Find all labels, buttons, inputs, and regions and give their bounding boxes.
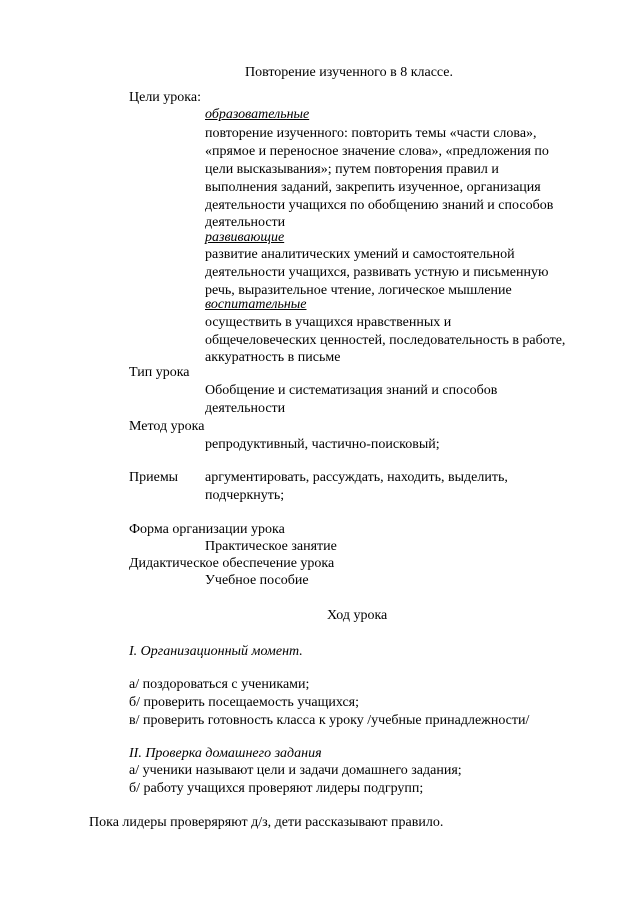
- goals-upbringing-line: осуществить в учащихся нравственных и: [205, 315, 452, 330]
- didactic-label: Дидактическое обеспечение урока: [129, 556, 335, 571]
- techniques-value: подчеркнуть;: [205, 488, 285, 503]
- goals-developmental-line: речь, выразительное чтение, логическое мышление: [205, 283, 512, 298]
- section1-item: б/ проверить посещаемость учащихся;: [129, 695, 359, 710]
- lesson-type-value: деятельности: [205, 401, 286, 416]
- section2-item: а/ ученики называют цели и задачи домашнего задания;: [129, 763, 462, 778]
- lesson-type-value: Обобщение и систематизация знаний и способов: [205, 383, 498, 398]
- form-value: Практическое занятие: [205, 539, 337, 554]
- goals-educational-line: «прямое и переносное значение слова», «предложения по: [205, 144, 549, 159]
- goals-developmental-line: развитие аналитических умений и самостоятельной: [205, 247, 515, 262]
- goals-upbringing-heading: воспитательные: [205, 297, 307, 312]
- section1-item: в/ проверить готовность класса к уроку /учебные принадлежности/: [129, 713, 530, 728]
- goals-label: Цели урока:: [129, 90, 201, 105]
- goals-developmental-line: деятельности учащихся, развивать устную и письменную: [205, 265, 549, 280]
- techniques-label: Приемы: [129, 470, 179, 485]
- method-value: репродуктивный, частично-поисковый;: [205, 437, 440, 452]
- goals-educational-heading: образовательные: [205, 107, 310, 122]
- goals-educational-line: выполнения заданий, закрепить изученное, организация: [205, 180, 541, 195]
- section2-item: б/ работу учащихся проверяют лидеры подгрупп;: [129, 781, 424, 796]
- techniques-value: аргументировать, рассуждать, находить, выделить,: [205, 470, 508, 485]
- goals-educational-line: повторение изученного: повторить темы «части слова»,: [205, 126, 537, 141]
- goals-educational-line: цели высказывания»; путем повторения правил и: [205, 162, 499, 177]
- goals-educational-line: деятельности: [205, 215, 286, 230]
- section2-heading: II. Проверка домашнего задания: [129, 746, 322, 761]
- didactic-value: Учебное пособие: [205, 573, 309, 588]
- closing-text: Пока лидеры проверяряют д/з, дети рассказывают правило.: [89, 815, 444, 830]
- document-title: Повторение изученного в 8 классе.: [245, 65, 454, 80]
- lesson-type-label: Тип урока: [129, 365, 190, 380]
- goals-upbringing-line: аккуратность в письме: [205, 350, 341, 365]
- goals-developmental-heading: развивающие: [205, 230, 285, 245]
- form-label: Форма организации урока: [129, 522, 285, 537]
- section1-heading: I. Организационный момент.: [129, 644, 303, 659]
- method-label: Метод урока: [129, 419, 205, 434]
- goals-upbringing-line: общечеловеческих ценностей, последовательность в работе,: [205, 333, 566, 348]
- section1-item: а/ поздороваться с учениками;: [129, 677, 310, 692]
- course-heading: Ход урока: [327, 608, 388, 623]
- goals-educational-line: деятельности учащихся по обобщению знаний и способов: [205, 198, 554, 213]
